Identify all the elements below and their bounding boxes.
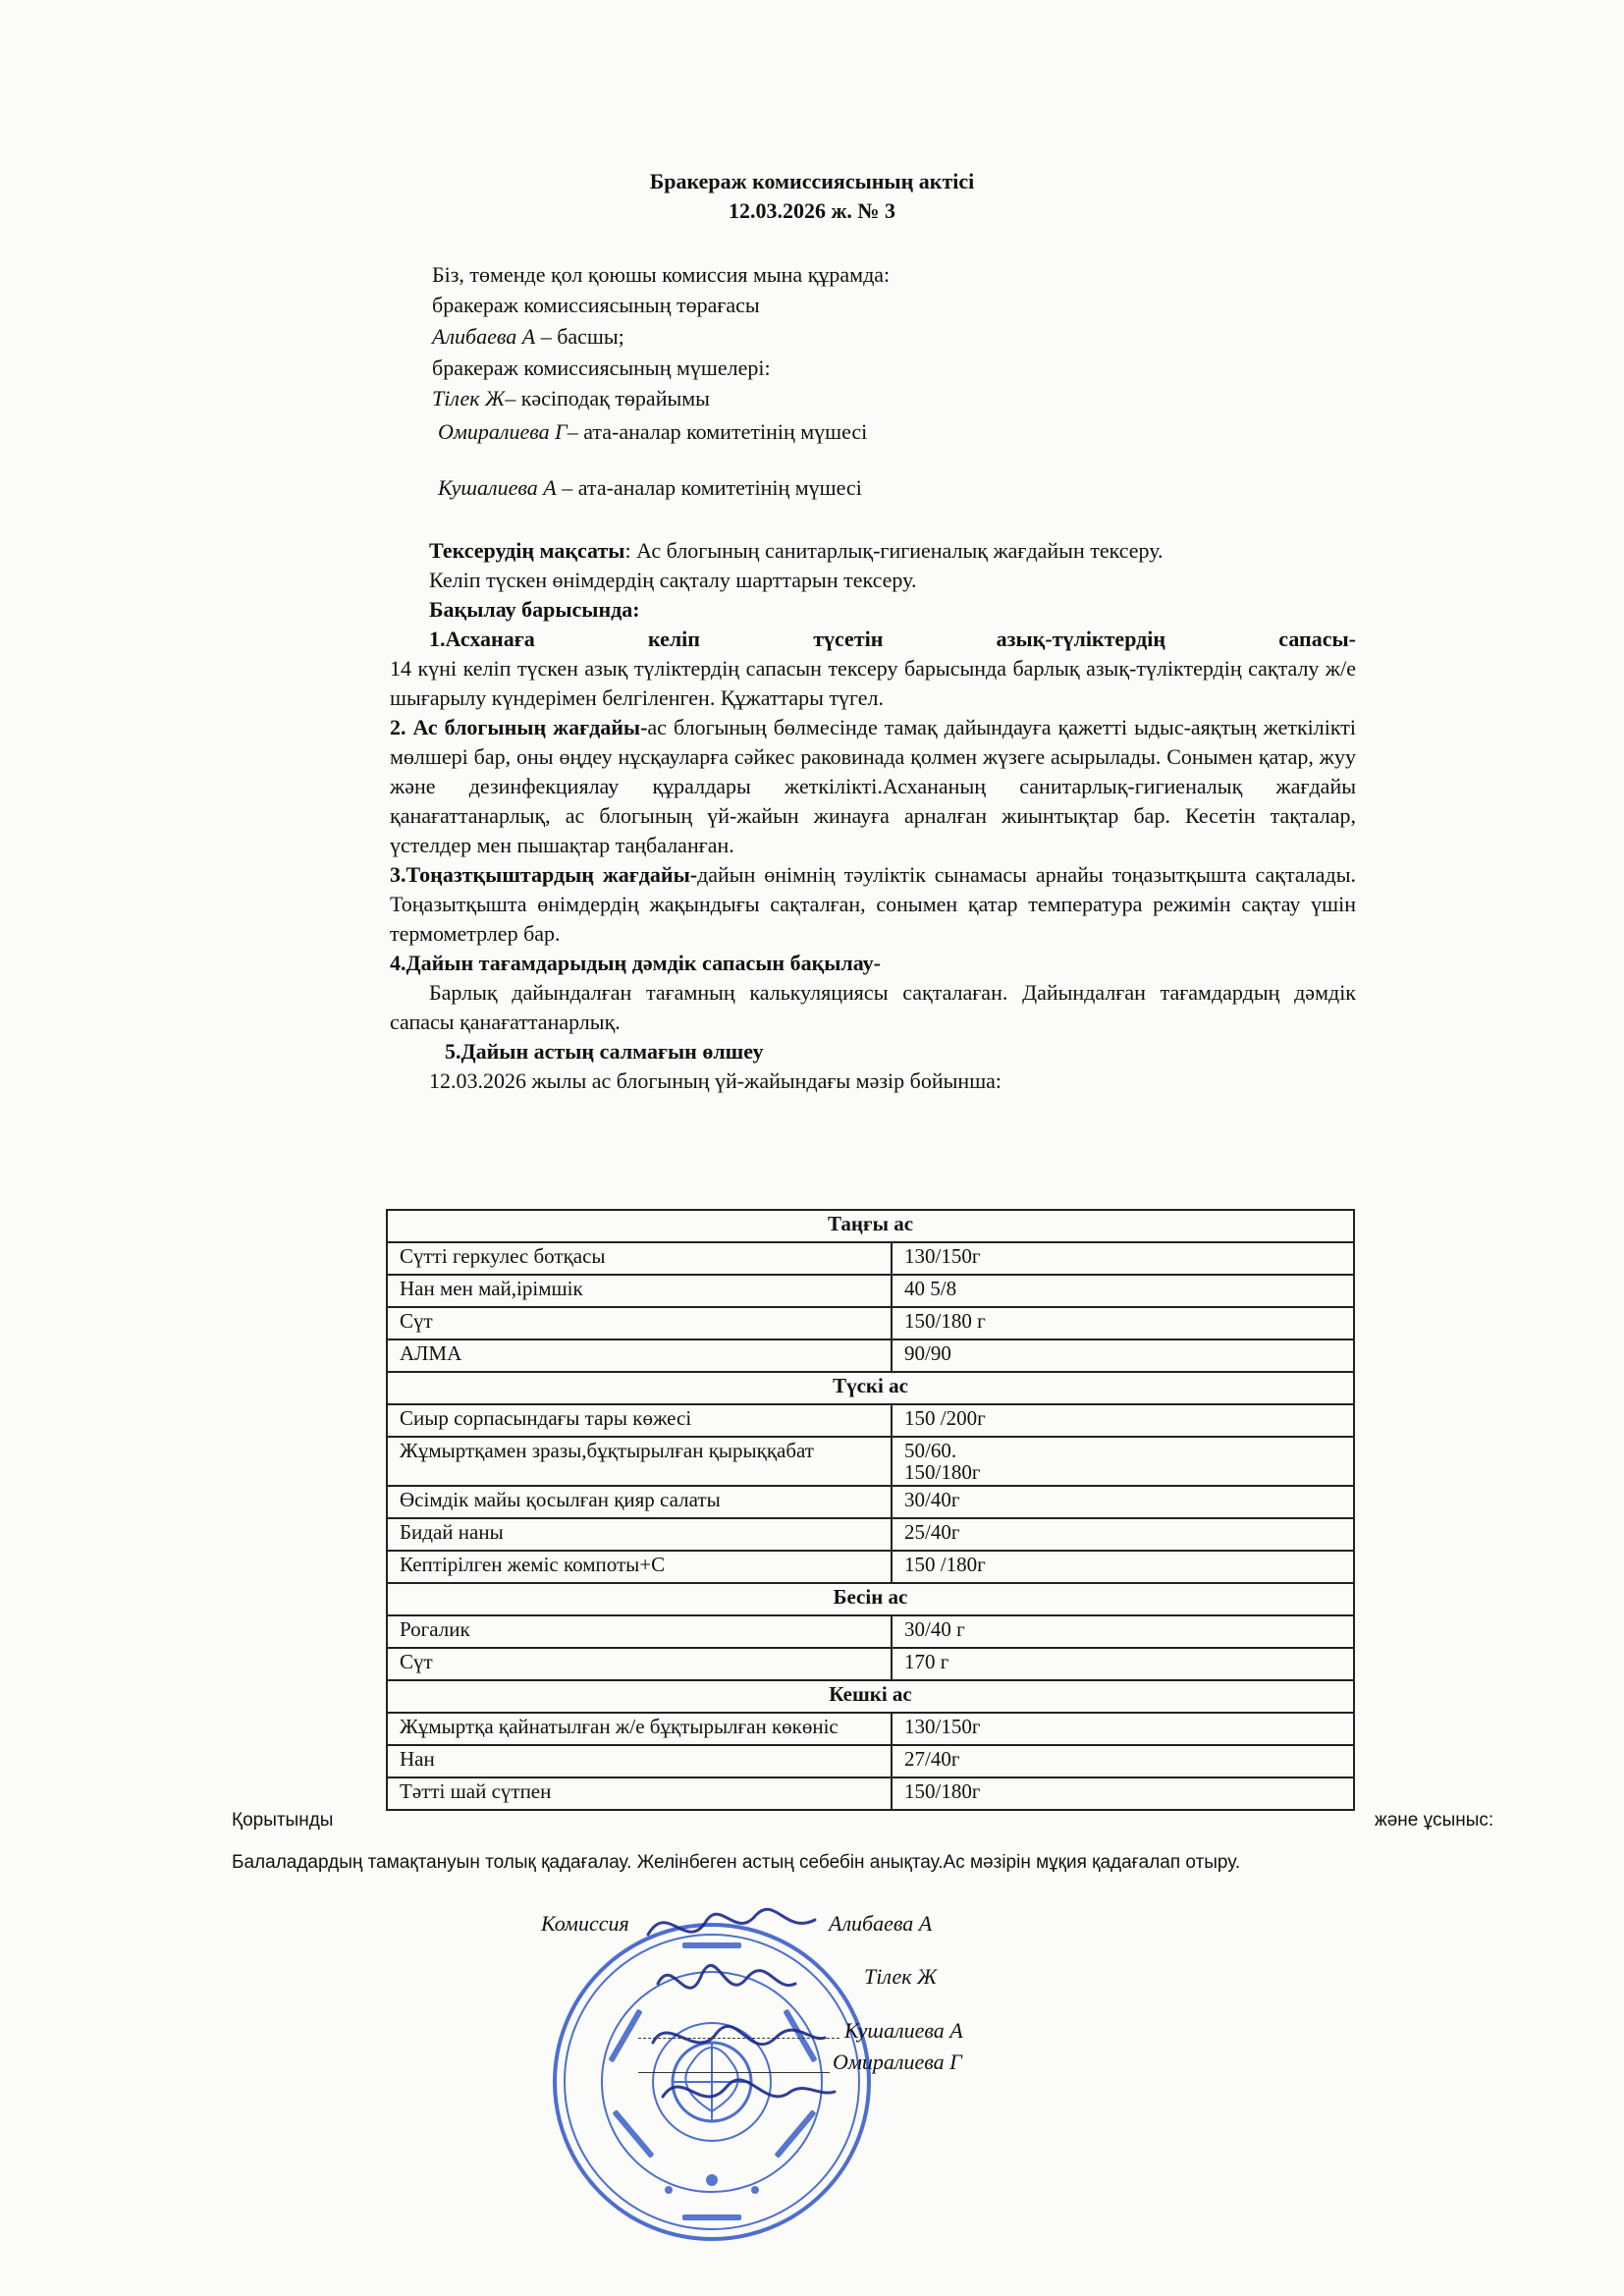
table-row — [387, 1275, 1354, 1307]
member-role: – кәсіподақ төрайымы — [505, 386, 710, 410]
signature-line — [638, 2072, 830, 2073]
dish-name: Нан мен май,ірімшік — [387, 1275, 892, 1307]
table-row — [387, 1307, 1354, 1339]
table-row — [387, 1339, 1354, 1372]
conclusion-label: Қорытынды — [232, 1810, 334, 1831]
dish-weight: 150/180 г — [892, 1307, 1354, 1339]
signature-name: Кушалиева А — [844, 2018, 963, 2043]
inspection-body — [390, 536, 1356, 1096]
dish-name: Жұмыртқа қайнатылған ж/е бұқтырылған көкөніс — [387, 1713, 892, 1745]
section-2-paragraph — [390, 713, 1356, 860]
meal-heading: Кешкі ас — [387, 1680, 1354, 1713]
dish-weight: 150/180г — [892, 1777, 1354, 1810]
table-row — [387, 1713, 1354, 1745]
dish-weight: 130/150г — [892, 1713, 1354, 1745]
section-3-label: 3.Тоңазтқыштардың жағдайы- — [390, 862, 698, 887]
handwritten-signatures — [628, 1895, 844, 2131]
dish-weight: 27/40г — [892, 1745, 1354, 1777]
section-4-text: Барлық дайындалған тағамның калькуляциясы сақталаған. Дайындалған тағамдардың дәмдік сапасы қанағаттанарлық. — [390, 980, 1356, 1034]
member-name: Омиралиева Г — [438, 419, 568, 444]
section-3-paragraph — [390, 860, 1356, 949]
table-row — [387, 1551, 1354, 1583]
member-line-2 — [438, 417, 867, 447]
menu-table — [386, 1209, 1355, 1811]
table-row — [387, 1242, 1354, 1275]
section-1-text: 14 күні келіп түскен азық түліктердің сапасын тексеру барысында барлық азық-түліктердің сақталу ж/е шығарылу күндерімен белгіленген. Құжаттары түгел. — [390, 656, 1356, 710]
table-section-row — [387, 1372, 1354, 1404]
dish-weight: 30/40 г — [892, 1615, 1354, 1648]
table-section-row — [387, 1680, 1354, 1713]
dish-name: Сүтті геркулес ботқасы — [387, 1242, 892, 1275]
meal-heading: Таңғы ас — [387, 1210, 1354, 1242]
signature-name: Омиралиева Г — [833, 2050, 962, 2074]
section-2-text: ас блогының бөлмесінде тамақ дайындауға қажетті ыдыс-аяқтың жеткілікті мөлшері бар, оны өңдеу нұсқауларға сәйкес раковинада қолмен жүзеге асырылады. Сонымен қатар, жуу және дезинфекциялау құралдары жеткілікті.Асхананың санитарлық-гигиеналық жағдайы қанағаттанарлық, ас блогының үй-жайын жинауға арналған жиынтықтар бар. Кесетін тақталар, үстелдер мен пышақтар таңбаланған. — [390, 715, 1356, 857]
dish-weight: 130/150г — [892, 1242, 1354, 1275]
dish-name: Бидай наны — [387, 1518, 892, 1551]
intro-members-label: бракераж комиссиясының мүшелері: — [432, 355, 771, 380]
dish-weight: 150 /200г — [892, 1404, 1354, 1437]
dish-name: Рогалик — [387, 1615, 892, 1648]
dish-weight: 90/90 — [892, 1339, 1354, 1372]
document-date-number: 12.03.2026 ж. № 3 — [728, 198, 896, 223]
member-name: Тілек Ж — [432, 386, 506, 410]
meal-heading: Бесін ас — [387, 1583, 1354, 1615]
commission-label: Комиссия — [541, 1911, 629, 1936]
chair-role: – басшы; — [535, 324, 624, 349]
dish-weight: 40 5/8 — [892, 1275, 1354, 1307]
dish-weight: 25/40г — [892, 1518, 1354, 1551]
goal-text: : Ас блогының санитарлық-гигиеналық жағдайын тексеру. — [624, 538, 1164, 563]
dish-name: Сүт — [387, 1307, 892, 1339]
dish-weight: 50/60. 150/180г — [892, 1437, 1354, 1486]
goal-paragraph-2: Келіп түскен өнімдердің сақталу шарттарын тексеру. — [429, 568, 917, 592]
dish-weight: 150 /180г — [892, 1551, 1354, 1583]
signature-name: Тілек Ж — [864, 1964, 938, 1989]
section-3-text: дайын өнімнің тәуліктік сынамасы арнайы тоңазытқышта сақталады. Тоңазытқышта өнімдердің жақындығы сақталған, сонымен қатар температура режимін сақтау үшін термометрлер бар. — [390, 862, 1356, 946]
control-label: Бақылау барысында: — [429, 597, 640, 622]
dish-name: Тәтті шай сүтпен — [387, 1777, 892, 1810]
dish-weight: 170 г — [892, 1648, 1354, 1680]
member-line-3 — [438, 473, 862, 503]
meal-heading: Түскі ас — [387, 1372, 1354, 1404]
section-2-label: 2. Ас блогының жағдайы- — [390, 715, 648, 739]
table-row — [387, 1486, 1354, 1518]
dish-name: Кептірілген жеміс компоты+С — [387, 1551, 892, 1583]
dish-name: Өсімдік майы қосылған қияр салаты — [387, 1486, 892, 1518]
table-row — [387, 1437, 1354, 1486]
dish-name: Нан — [387, 1745, 892, 1777]
chair-line — [432, 322, 624, 352]
dish-name: Сиыр сорпасындағы тары көжесі — [387, 1404, 892, 1437]
table-section-row — [387, 1583, 1354, 1615]
signature-name: Алибаева А — [829, 1911, 933, 1936]
section-5-text: 12.03.2026 жылы ас блогының үй-жайындағы мәзір бойынша: — [429, 1068, 1002, 1093]
member-name: Кушалиева А — [438, 475, 557, 500]
chair-name: Алибаева А — [432, 324, 536, 349]
member-line-1 — [432, 384, 710, 413]
table-row — [387, 1615, 1354, 1648]
intro-chair-label: бракераж комиссиясының төрағасы — [432, 293, 760, 317]
table-section-row — [387, 1210, 1354, 1242]
dish-name: Жұмыртқамен зразы,бұқтырылған қырыққабат — [387, 1437, 892, 1486]
intro-line: Біз, төменде қол қоюшы комиссия мына құрамда: — [432, 262, 891, 287]
dish-name: АЛМА — [387, 1339, 892, 1372]
table-row — [387, 1745, 1354, 1777]
table-row — [387, 1404, 1354, 1437]
goal-paragraph — [390, 536, 1356, 566]
member-role: – ата-аналар комитетінің мүшесі — [556, 475, 862, 500]
section-4-label: 4.Дайын тағамдарыдың дәмдік сапасын бақылау- — [390, 951, 881, 975]
table-row — [387, 1648, 1354, 1680]
table-row — [387, 1777, 1354, 1810]
conclusion-text: Балаладардың тамақтануын толық қадағалау. Желінбеген астың себебін анықтау.Ас мәзірін мұқия қадағалап отыру. — [232, 1852, 1241, 1873]
section-1-label: 1.Асханаға келіп түсетін азық-түліктердің сапасы- — [429, 627, 1356, 651]
dish-name: Сүт — [387, 1648, 892, 1680]
goal-label: Тексерудің мақсаты — [429, 538, 625, 563]
member-role: – ата-аналар комитетінің мүшесі — [567, 419, 868, 444]
signature-line — [638, 2038, 839, 2039]
dish-weight: 30/40г — [892, 1486, 1354, 1518]
conclusion-label-right: және ұсыныс: — [1375, 1810, 1494, 1831]
table-row — [387, 1518, 1354, 1551]
section-5-label: 5.Дайын астың салмағын өлшеу — [445, 1039, 764, 1064]
document-title: Бракераж комиссиясының актісі — [649, 169, 975, 193]
